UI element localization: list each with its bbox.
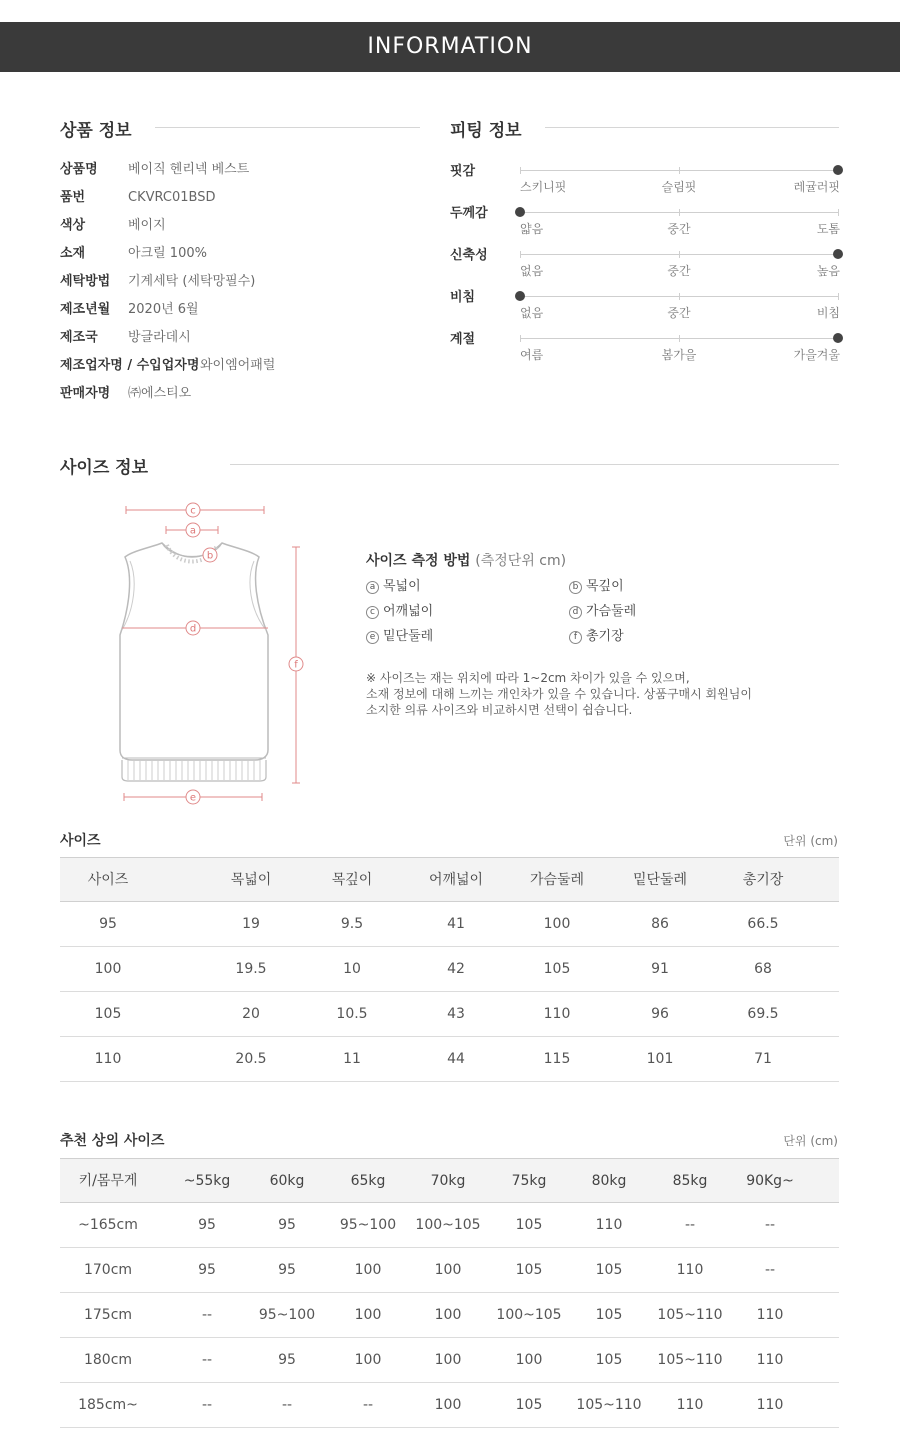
size_table-header-cell: 가슴둘레 [529,872,585,888]
measure-name: 목넓이 [383,579,421,594]
rec-table-title: 추천 상의 사이즈 [60,1133,165,1149]
table-cell: 100 [434,1352,462,1368]
fitting-tick [520,167,521,174]
information-banner: INFORMATION [0,22,900,72]
table-cell: -- [201,1397,213,1413]
rec_table-header-cell: ~55kg [183,1173,231,1189]
table-cell: -- [764,1217,776,1233]
table-row [60,1383,839,1428]
diagram-letter-b: b [206,550,214,562]
table-cell: 110 [756,1397,784,1413]
fitting-selected-dot [833,165,843,175]
measure-name: 목깊이 [586,579,624,594]
product-info-row [60,328,420,348]
product-info-value: 방글라데시 [128,330,191,345]
table-cell: 100 [94,961,122,977]
table-row [60,1203,839,1248]
diagram-letter-c: c [190,505,196,517]
size_table-header-cell: 밑단둘레 [632,872,688,888]
table-cell: 91 [651,961,669,977]
fitting-label: 두께감 [450,206,488,221]
table-cell: 42 [447,961,465,977]
product-info-row [60,272,420,292]
table-cell: 105~110 [657,1307,723,1323]
table-row [60,1037,839,1082]
fitting-tick [520,251,521,258]
product-info-divider [155,127,420,128]
table-cell: 10.5 [336,1006,368,1022]
rec_table-header-cell: 75kg [511,1173,547,1189]
rec_table-header-cell: 90Kg~ [746,1173,794,1189]
table-cell: 105~110 [657,1352,723,1368]
fitting-tick [838,293,839,300]
fitting-option: 중간 [667,264,691,278]
rec-table [60,1158,839,1428]
size-note-line: ※ 사이즈는 재는 위치에 따라 1~2cm 차이가 있을 수 있으며, [366,671,690,685]
table-cell: 100 [354,1307,382,1323]
measure-item [366,578,421,596]
rec_table-header-cell: 키/몸무게 [78,1173,138,1189]
table-cell: -- [201,1352,213,1368]
fitting-label: 비침 [450,290,476,305]
table-row [60,1293,839,1338]
fitting-selected-dot [833,333,843,343]
table-cell: 105 [595,1307,623,1323]
product-info-label: 판매자명 [60,386,111,401]
product-info-row [60,356,420,376]
measure-item [569,578,624,596]
table-cell: 100~105 [496,1307,562,1323]
table-cell: 110 [94,1051,122,1067]
fitting-option: 없음 [520,264,544,278]
diagram-letter-d: d [189,623,197,635]
table-cell: -- [684,1217,696,1233]
product-info-row [60,188,420,208]
table-cell: 110 [543,1006,571,1022]
table-cell: 11 [343,1051,361,1067]
product-info-value: 기계세탁 (세탁망필수) [128,274,256,289]
measure-letter-badge: f [569,631,582,644]
table-row [60,1248,839,1293]
table-cell: 185cm~ [78,1397,138,1413]
fitting-option: 중간 [667,222,691,236]
product-info-label: 세탁방법 [60,274,111,289]
fitting-option: 비침 [816,306,840,320]
fitting-selected-dot [515,291,525,301]
table-cell: 95~100 [258,1307,316,1323]
table-cell: 105~110 [576,1397,642,1413]
fitting-label: 핏감 [450,164,476,179]
measure-letter-badge: b [569,581,582,594]
fitting-row [450,286,840,326]
measure-method-label: 사이즈 측정 방법 [366,553,471,569]
table-cell: 69.5 [747,1006,779,1022]
size-note-line: 소지한 의류 사이즈와 비교하시면 선택이 쉽습니다. [366,703,633,717]
table-cell: -- [281,1397,293,1413]
fitting-option: 얇음 [520,222,544,236]
table-cell: 20.5 [235,1051,267,1067]
table-cell: 101 [646,1051,674,1067]
size-info-divider [230,464,839,465]
table-cell: 105 [595,1352,623,1368]
product-info-label: 제조년월 [60,302,111,317]
product-info-value: 아크릴 100% [128,246,207,261]
table-cell: 95 [278,1262,296,1278]
fitting-tick [679,209,680,216]
product-info-row [60,160,420,180]
rec-table-unit: 단위 (cm) [783,1134,838,1148]
table-cell: 170cm [83,1262,133,1278]
size-note-line: 소재 정보에 대해 느끼는 개인차가 있을 수 있습니다. 상품구매시 회원님이 [366,687,752,701]
fitting-info-title: 피팅 정보 [450,121,522,141]
table-cell: 180cm [83,1352,133,1368]
measure-name: 총기장 [586,629,624,644]
table-cell: 68 [754,961,772,977]
fitting-selected-dot [515,207,525,217]
measure-name: 어깨넓이 [383,604,434,619]
table-cell: 20 [242,1006,260,1022]
table-cell: 19 [242,916,260,932]
size-table [60,857,839,1082]
measure-letter-badge: c [366,606,379,619]
table-row [60,902,839,947]
rec_table-header-cell: 60kg [269,1173,305,1189]
product-info-row [60,244,420,264]
product-info-label: 품번 [60,190,86,205]
table-cell: 95 [99,916,117,932]
table-cell: 175cm [83,1307,133,1323]
product-info-value: 베이지 [128,218,166,233]
table-cell: 100 [515,1352,543,1368]
measure-item [569,603,636,621]
product-info-label: 제조업자명 / 수입업자명 [60,358,200,373]
table-cell: 105 [595,1262,623,1278]
measure-method-title [366,550,566,570]
table-cell: 100 [434,1262,462,1278]
fitting-option: 스키니핏 [520,180,567,194]
table-cell: 95 [198,1217,216,1233]
size-table-unit: 단위 (cm) [783,834,838,848]
table-cell: 105 [543,961,571,977]
vest-outline-graphic [100,495,330,810]
table-cell: 105 [515,1262,543,1278]
size-table-title: 사이즈 [60,833,101,849]
fitting-info-divider [545,127,839,128]
measure-item [366,628,433,646]
table-cell: -- [764,1262,776,1278]
product-info-value: ㈜에스티오 [128,386,192,401]
fitting-option: 없음 [520,306,544,320]
fitting-option: 도톰 [816,222,840,236]
diagram-letter-f: f [294,659,298,671]
table-cell: 71 [754,1051,772,1067]
product-info-value: 베이직 헨리넥 베스트 [128,162,250,177]
product-info-label: 상품명 [60,162,98,177]
table-cell: 110 [756,1352,784,1368]
table-row [60,1338,839,1383]
rec_table-header-cell: 80kg [591,1173,627,1189]
table-cell: 100 [354,1352,382,1368]
fitting-row [450,160,840,200]
table-cell: 95~100 [339,1217,397,1233]
table-cell: 110 [756,1307,784,1323]
product-info-label: 제조국 [60,330,98,345]
fitting-option: 높음 [816,264,840,278]
fitting-tick [679,251,680,258]
fitting-row [450,202,840,242]
table-cell: ~165cm [78,1217,138,1233]
fitting-row [450,328,840,368]
diagram-letter-a: a [189,525,197,537]
fitting-selected-dot [833,249,843,259]
rec_table-header-cell: 65kg [350,1173,386,1189]
product-info-label: 색상 [60,218,86,233]
product-info-label: 소재 [60,246,86,261]
table-cell: 95 [278,1217,296,1233]
measure-letter-badge: e [366,631,379,644]
table-cell: 95 [198,1262,216,1278]
table-row [60,947,839,992]
measure-letter-badge: a [366,581,379,594]
rec_table-header-cell: 70kg [430,1173,466,1189]
fitting-tick [679,335,680,342]
table-cell: 115 [543,1051,571,1067]
table-cell: 110 [595,1217,623,1233]
fitting-option: 봄가을 [661,348,697,362]
table-cell: 105 [515,1397,543,1413]
fitting-label: 계절 [450,332,476,347]
product-info-value: CKVRC01BSD [128,190,216,205]
product-info-row [60,300,420,320]
fitting-option: 가을겨울 [793,348,840,362]
size_table-header-cell: 어깨넓이 [428,872,484,888]
table-cell: 105 [94,1006,122,1022]
table-cell: 9.5 [340,916,364,932]
measure-name: 가슴둘레 [586,604,637,619]
measure-unit: (측정단위 cm) [475,553,567,569]
table-cell: 43 [447,1006,465,1022]
table-cell: 96 [651,1006,669,1022]
measure-item [569,628,624,646]
rec_table-header-row [60,1159,839,1203]
size_table-header-cell: 목깊이 [331,872,373,888]
fitting-option: 중간 [667,306,691,320]
table-cell: 19.5 [235,961,267,977]
size_table-header-cell: 사이즈 [87,872,129,888]
fitting-tick [520,335,521,342]
fitting-row [450,244,840,284]
table-cell: 110 [676,1397,704,1413]
size_table-header-cell: 목넓이 [230,872,272,888]
size_table-header-cell: 총기장 [742,872,784,888]
fitting-label: 신축성 [450,248,488,263]
size-info-title: 사이즈 정보 [60,458,149,478]
table-cell: 10 [343,961,361,977]
product-info-value: 2020년 6월 [128,302,199,317]
table-cell: 100 [354,1262,382,1278]
fitting-tick [838,209,839,216]
measure-item [366,603,433,621]
vest-size-diagram [100,495,330,810]
table-cell: 44 [447,1051,465,1067]
product-info-title: 상품 정보 [60,121,132,141]
product-info-row [60,384,420,404]
size_table-header-row [60,858,839,902]
rec_table-header-cell: 85kg [672,1173,708,1189]
table-cell: -- [201,1307,213,1323]
table-cell: 86 [651,916,669,932]
fitting-option: 슬림핏 [661,180,697,194]
product-info-value: 와이엠어패럴 [200,358,276,373]
table-cell: 66.5 [747,916,779,932]
measure-name: 밑단둘레 [383,629,434,644]
table-cell: 105 [515,1217,543,1233]
fitting-option: 레귤러핏 [793,180,840,194]
table-cell: 41 [447,916,465,932]
table-cell: 110 [676,1262,704,1278]
table-cell: -- [362,1397,374,1413]
table-cell: 100 [434,1397,462,1413]
measure-letter-badge: d [569,606,582,619]
fitting-tick [679,293,680,300]
diagram-letter-e: e [189,792,197,804]
fitting-option: 여름 [520,348,544,362]
table-cell: 100 [543,916,571,932]
table-row [60,992,839,1037]
table-cell: 100 [434,1307,462,1323]
table-cell: 100~105 [415,1217,481,1233]
table-cell: 95 [278,1352,296,1368]
fitting-tick [679,167,680,174]
product-info-row [60,216,420,236]
